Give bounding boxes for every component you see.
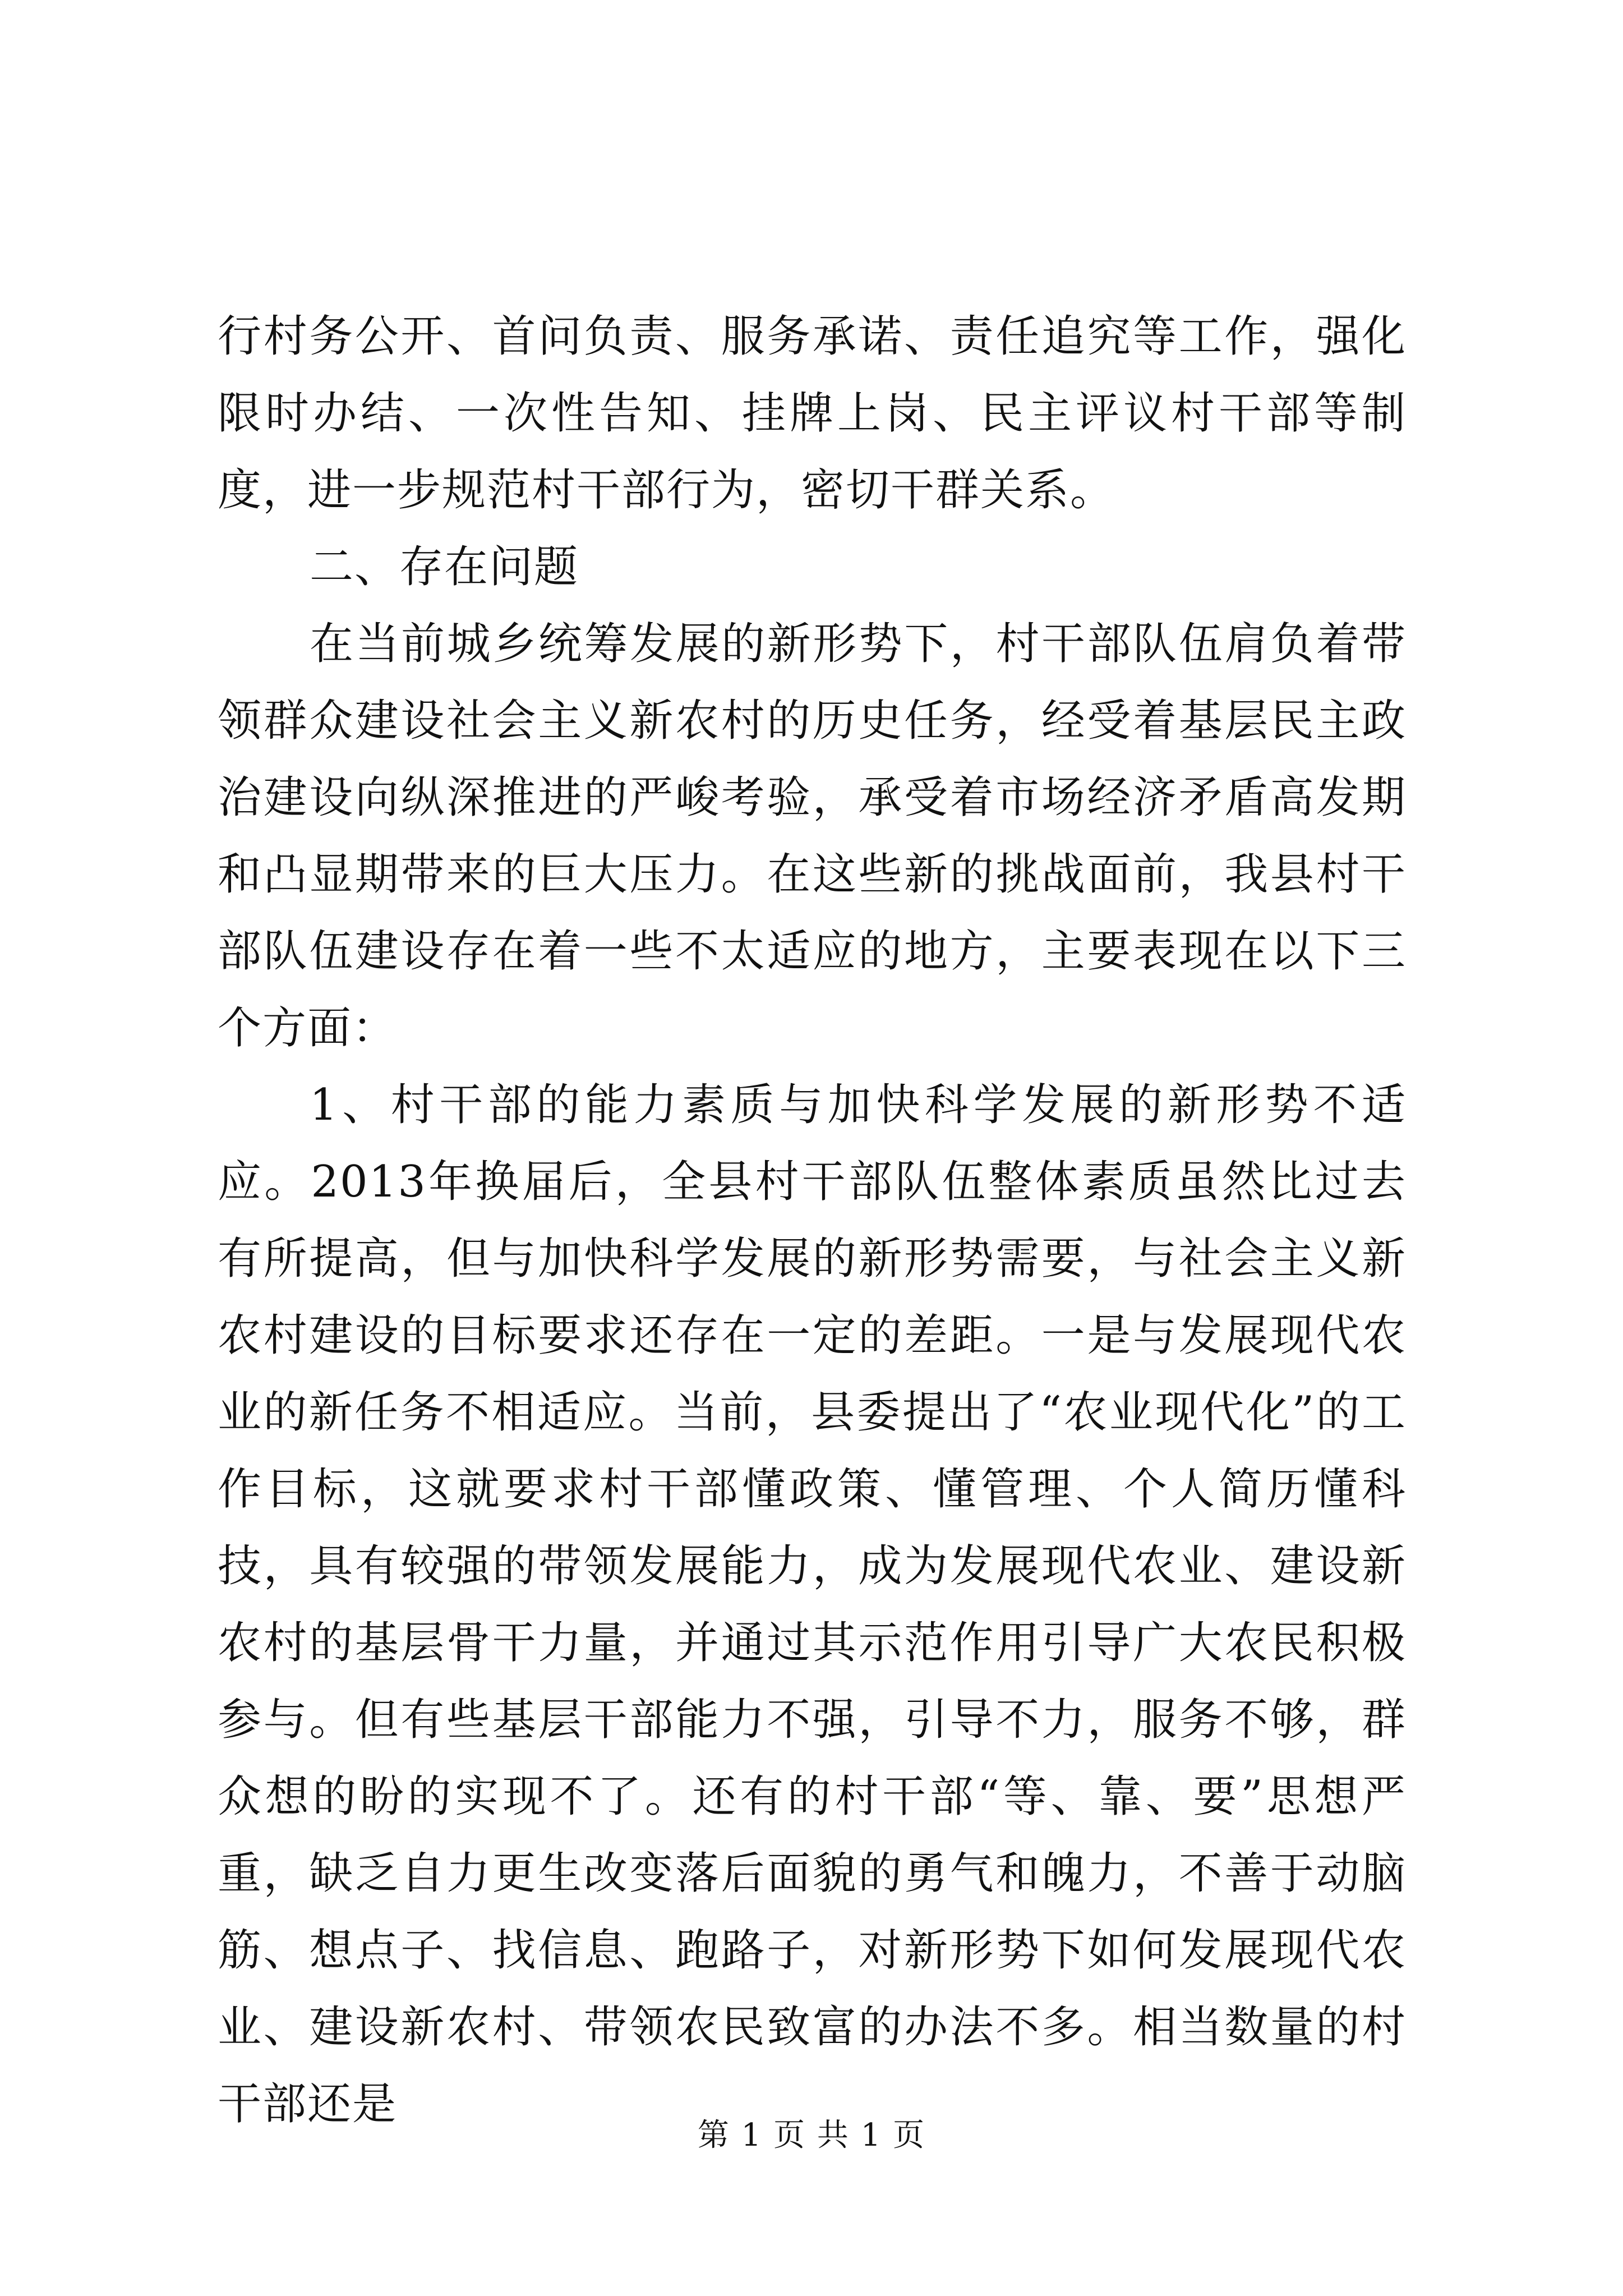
- page-number-footer: 第 1 页 共 1 页: [697, 2117, 926, 2154]
- document-body: [218, 298, 1407, 2143]
- paragraph-continuation: 行村务公开、首问负责、服务承诺、责任追究等工作，强化限时办结、一次性告知、挂牌上岗、民主评议村干部等制度，进一步规范村干部行为，密切干群关系。: [218, 311, 1407, 516]
- section-heading-problems: 二、存在问题: [310, 542, 579, 592]
- paragraph-intro-problems: 在当前城乡统筹发展的新形势下，村干部队伍肩负着带领群众建设社会主义新农村的历史任务，经受着基层民主政治建设向纵深推进的严峻考验，承受着市场经济矛盾高发期和凸显期带来的巨大压力。在这些新的挑战面前，我县村干部队伍建设存在着一些不太适应的地方，主要表现在以下三个方面：: [218, 619, 1407, 1053]
- paragraph-point-1: 1、村干部的能力素质与加快科学发展的新形势不适应。2013年换届后，全县村干部队伍整体素质虽然比过去有所提高，但与加快科学发展的新形势需要，与社会主义新农村建设的目标要求还存在一定的差距。一是与发展现代农业的新任务不相适应。当前，县委提出了“农业现代化”的工作目标，这就要求村干部懂政策、懂管理、个人简历懂科技，具有较强的带领发展能力，成为发展现代农业、建设新农村的基层骨干力量，并通过其示范作用引导广大农民积极参与。但有些基层干部能力不强，引导不力，服务不够，群众想的盼的实现不了。还有的村干部“等、靠、要”思想严重，缺乏自力更生改变落后面貌的勇气和魄力，不善于动脑筋、想点子、找信息、跑路子，对新形势下如何发展现代农业、建设新农村、带领农民致富的办法不多。相当数量的村干部还是: [218, 1080, 1407, 2129]
